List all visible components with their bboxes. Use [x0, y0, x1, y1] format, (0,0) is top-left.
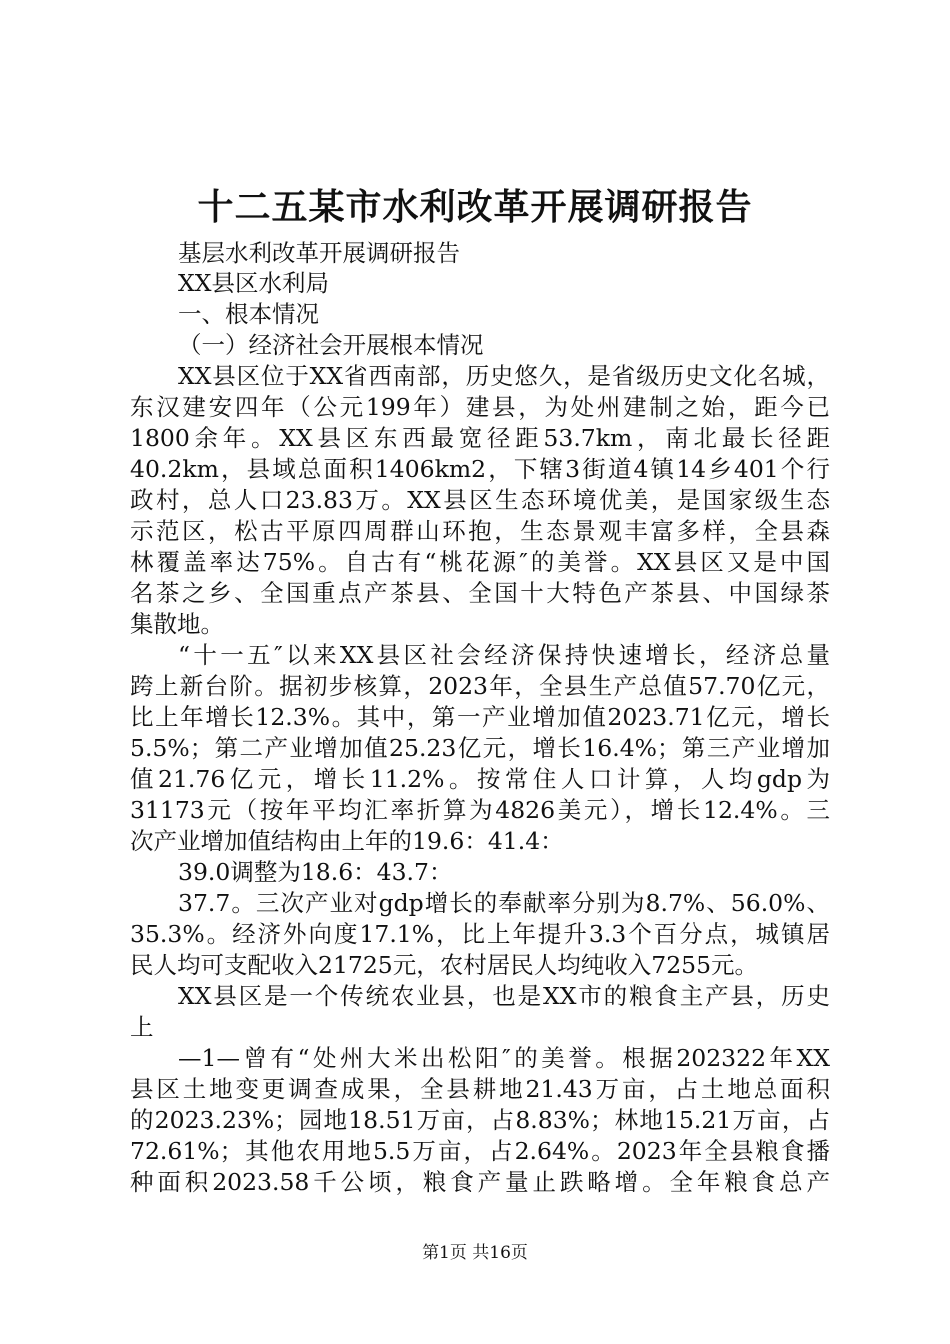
paragraph-line: 40.2km，县域总面积1406km2，下辖3街道4镇14乡401个行 [130, 455, 830, 483]
paragraph-line: 次产业增加值结构由上年的19.6：41.4： [130, 827, 564, 855]
paragraph-line: “十一五″以来XX县区社会经济保持快速增长，经济总量 [178, 641, 830, 669]
paragraph-line: —1—曾有“处州大米出松阳″的美誉。根据202322年XX [178, 1044, 830, 1072]
paragraph-line: 37.7。三次产业对gdp增长的奉献率分别为8.7%、56.0%、 [178, 889, 830, 917]
paragraph-line: XX县区是一个传统农业县，也是XX市的粮食主产县，历史 [178, 982, 830, 1010]
paragraph-line: 林覆盖率达75%。自古有“桃花源″的美誉。XX县区又是中国 [130, 548, 830, 576]
paragraph-line: 示范区，松古平原四周群山环抱，生态景观丰富多样，全县森 [130, 517, 830, 545]
page-number: 第1页 共16页 [422, 1243, 528, 1263]
paragraph-line: 31173元（按年平均汇率折算为4826美元），增长12.4%。三 [130, 796, 830, 824]
paragraph-line: 的2023.23%；园地18.51万亩，占8.83%；林地15.21万亩，占 [130, 1106, 830, 1134]
paragraph-line: 72.61%；其他农用地5.5万亩，占2.64%。2023年全县粮食播 [130, 1137, 830, 1165]
paragraph-line: 东汉建安四年（公元199年）建县，为处州建制之始，距今已 [130, 393, 830, 421]
paragraph-line: 上 [130, 1013, 154, 1041]
document-title: 十二五某市水利改革开展调研报告 [197, 186, 753, 228]
paragraph-line: 名茶之乡、全国重点产茶县、全国十大特色产茶县、中国绿茶 [130, 579, 830, 607]
paragraph-line: 集散地。 [130, 610, 224, 638]
paragraph-line: 比上年增长12.3%。其中，第一产业增加值2023.71亿元，增长 [130, 703, 830, 731]
paragraph-line: 值21.76亿元，增长11.2%。按常住人口计算，人均gdp为 [130, 765, 830, 793]
paragraph-line: 一、根本情况 [178, 300, 319, 328]
paragraph-line: 39.0调整为18.6：43.7： [178, 858, 453, 886]
paragraph-line: 跨上新台阶。据初步核算，2023年，全县生产总值57.70亿元， [130, 672, 830, 700]
paragraph-line: 35.3%。经济外向度17.1%，比上年提升3.3个百分点，城镇居 [130, 920, 830, 948]
paragraph-line: 基层水利改革开展调研报告 [178, 239, 460, 267]
paragraph-line: 种面积2023.58千公顷，粮食产量止跌略增。全年粮食总产 [130, 1168, 830, 1196]
paragraph-line: 县区土地变更调查成果，全县耕地21.43万亩，占土地总面积 [130, 1075, 830, 1103]
paragraph-line: 1800余年。XX县区东西最宽径距53.7km，南北最长径距 [130, 424, 830, 452]
paragraph-line: （一）经济社会开展根本情况 [178, 331, 484, 359]
paragraph-line: XX县区位于XX省西南部，历史悠久，是省级历史文化名城， [178, 362, 830, 390]
paragraph-line: 民人均可支配收入21725元，农村居民人均纯收入7255元。 [130, 951, 759, 979]
paragraph-line: 政村，总人口23.83万。XX县区生态环境优美，是国家级生态 [130, 486, 830, 514]
paragraph-line: XX县区水利局 [178, 269, 329, 297]
paragraph-line: 5.5%；第二产业增加值25.23亿元，增长16.4%；第三产业增加 [130, 734, 830, 762]
